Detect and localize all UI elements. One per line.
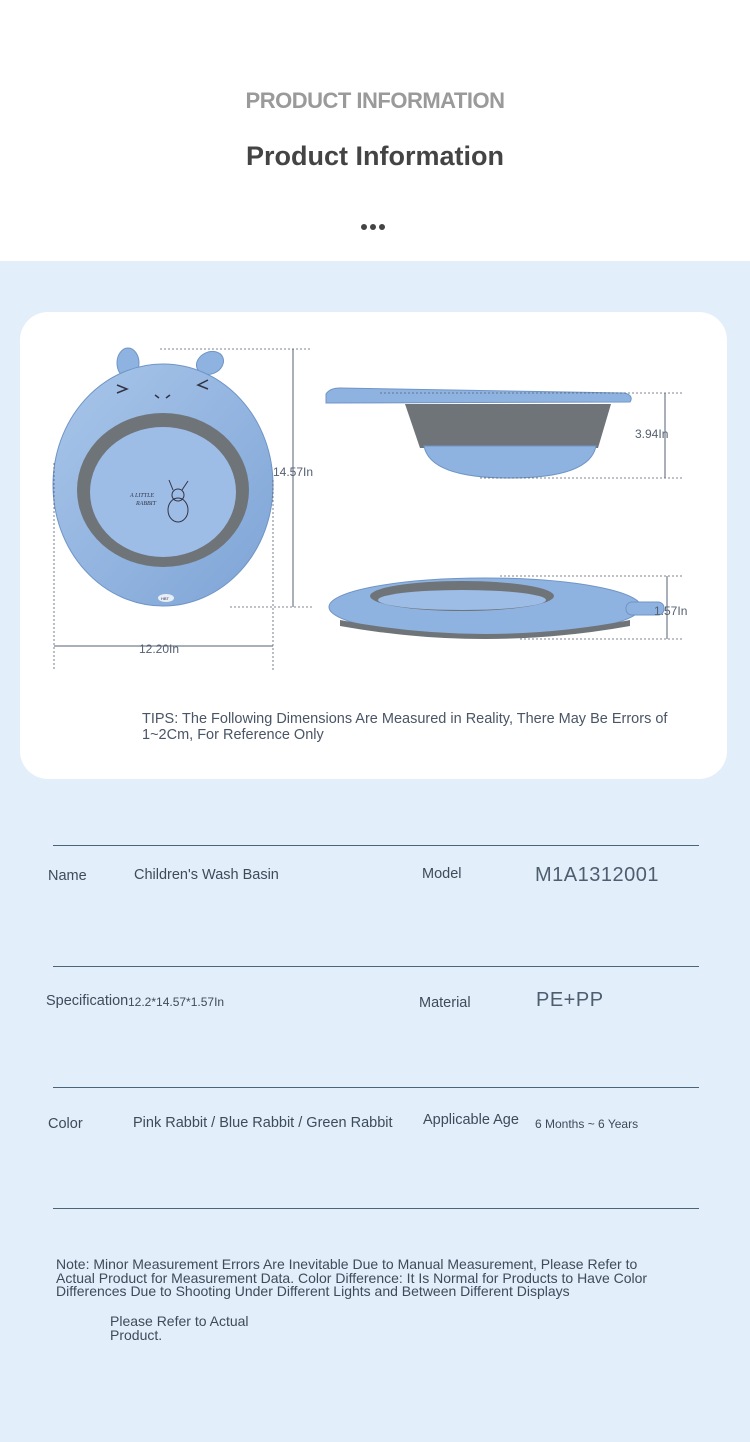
material-value: PE+PP xyxy=(536,989,604,1011)
model-value: M1A1312001 xyxy=(535,864,659,886)
product-dimension-illustration xyxy=(0,330,750,690)
table-divider xyxy=(53,1208,699,1209)
section-eyebrow: PRODUCT INFORMATION xyxy=(245,88,505,113)
dimension-depth-open-label: 3.94In xyxy=(635,427,669,441)
material-label: Material xyxy=(419,995,471,1011)
name-value: Children's Wash Basin xyxy=(134,867,279,883)
dimension-depth-folded-label: 1.57In xyxy=(654,604,688,618)
applicable-age-label: Applicable Age xyxy=(423,1112,519,1128)
table-divider xyxy=(53,966,699,967)
header-section xyxy=(0,0,750,261)
basin-side-view-open xyxy=(326,388,631,478)
color-label: Color xyxy=(48,1116,83,1132)
table-divider xyxy=(53,845,699,846)
dimension-width-label: 12.20In xyxy=(139,642,180,656)
dimension-tips: TIPS: The Following Dimensions Are Measured in Reality, There May Be Errors of 1~2Cm, For Reference Only xyxy=(142,711,668,743)
dimension-height-label: 14.57In xyxy=(273,465,314,479)
basin-text-line1: A LITTLE xyxy=(130,493,155,499)
basin-top-view xyxy=(53,347,273,606)
applicable-age-value: 6 Months ~ 6 Years xyxy=(535,1117,639,1131)
measurement-note: Note: Minor Measurement Errors Are Inevitable Due to Manual Measurement, Please Refer to Actual Product for Measurement Data. Color Difference: It Is Normal for Products to Have Color Differences Due to Shooting Under Different Lights and Between Different Displays xyxy=(56,1256,648,1299)
basin-side-view-folded xyxy=(329,578,664,639)
model-label: Model xyxy=(422,866,462,882)
specification-label: Specification xyxy=(46,993,129,1009)
ellipsis-icon xyxy=(361,217,388,235)
specification-value: 12.2*14.57*1.57In xyxy=(128,995,225,1009)
page-title: Product Information xyxy=(246,141,504,171)
measurement-note-end: Please Refer to Actual Product. xyxy=(110,1313,249,1343)
table-divider xyxy=(53,1087,699,1088)
name-label: Name xyxy=(48,868,87,884)
color-value: Pink Rabbit / Blue Rabbit / Green Rabbit xyxy=(133,1115,393,1131)
brand-mark: HBT xyxy=(161,596,169,601)
basin-text-line2: RABBIT xyxy=(136,501,156,507)
